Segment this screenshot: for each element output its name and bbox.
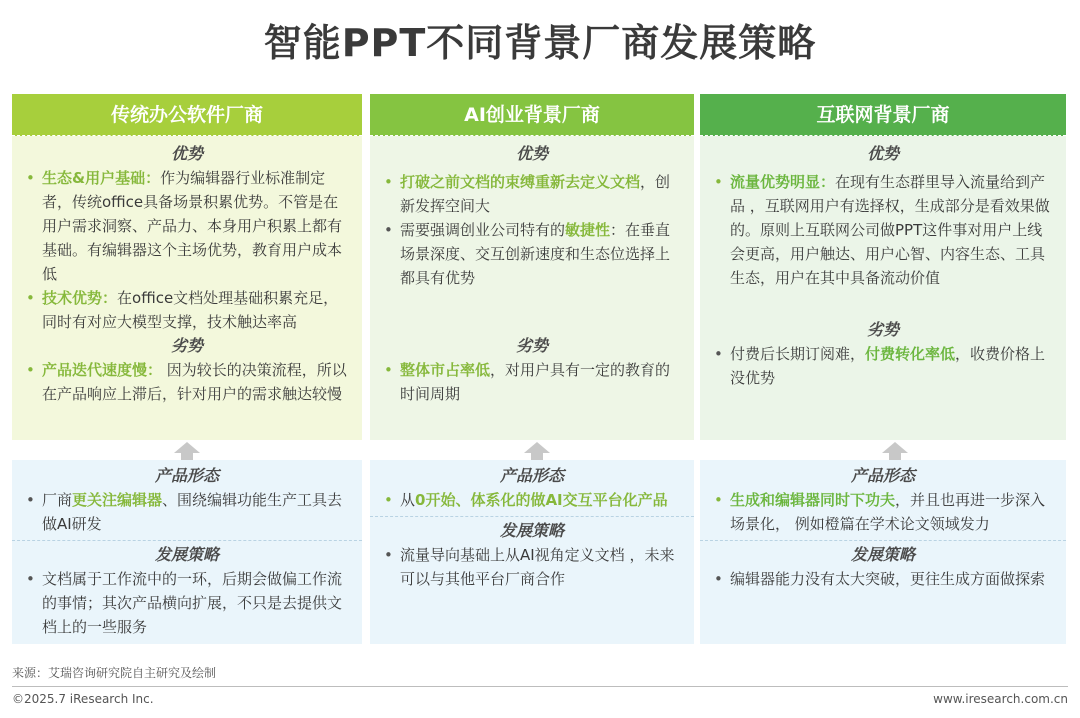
- strategy-list: [710, 567, 1056, 591]
- list-item: • 流量导向基础上从AI视角定义文档 ，未来可以与其他平台厂商合作: [380, 543, 684, 591]
- list-item: • 需要强调创业公司特有的敏捷性：在垂直场景深度、交互创新速度和生态位选择上都具有优势: [380, 218, 684, 290]
- copyright: ©2025.7 iResearch Inc.: [12, 692, 154, 706]
- source-note: 来源：艾瑞咨询研究院自主研究及绘制: [12, 666, 217, 680]
- website-link[interactable]: www.iresearch.com.cn: [933, 692, 1068, 706]
- column-header: 互联网背景厂商: [700, 94, 1066, 136]
- strategy-list: [22, 567, 352, 639]
- strength-heading: 优势: [515, 144, 548, 163]
- page-title: 智能PPT不同背景厂商发展策略: [263, 21, 817, 65]
- up-arrow-icon: [174, 442, 200, 462]
- list-item: • 厂商更关注编辑器、围绕编辑功能生产工具去做AI研发: [22, 488, 352, 536]
- column-traditional-office: [12, 94, 362, 636]
- list-item: • 生成和编辑器同时下功夫，并且也再进一步深入场景化， 例如橙篇在学术论文领域发力: [710, 488, 1056, 536]
- strategy-heading: 发展策略: [154, 545, 219, 564]
- strength-weakness-panel: [370, 136, 694, 440]
- divider: [700, 540, 1066, 541]
- column-header: AI创业背景厂商: [370, 94, 694, 136]
- weakness-list: [710, 342, 1056, 390]
- weakness-list: [22, 358, 352, 406]
- strength-weakness-panel: [12, 136, 362, 440]
- product-list: [710, 488, 1056, 536]
- product-heading: 产品形态: [154, 466, 219, 485]
- up-arrow-icon: [524, 442, 550, 462]
- strength-list: [380, 170, 684, 290]
- product-strategy-panel: [12, 460, 362, 644]
- footer-rule: [12, 686, 1068, 687]
- up-arrow-icon: [882, 442, 908, 462]
- list-item: • 产品迭代速度慢： 因为较长的决策流程，所以在产品响应上滞后，针对用户的需求触达较慢: [22, 358, 352, 406]
- weakness-heading: 劣势: [515, 336, 548, 355]
- list-item: • 付费后长期订阅难，付费转化率低，收费价格上没优势: [710, 342, 1056, 390]
- divider: [370, 516, 694, 517]
- list-item: • 文档属于工作流中的一环，后期会做偏工作流的事情；其次产品横向扩展，不只是去提供文档上的一些服务: [22, 567, 352, 639]
- list-item: • 从0开始、体系化的做AI交互平台化产品: [380, 488, 684, 512]
- weakness-heading: 劣势: [866, 320, 899, 339]
- list-item: • 编辑器能力没有太大突破，更往生成方面做探索: [710, 567, 1056, 591]
- strategy-list: [380, 543, 684, 591]
- product-heading: 产品形态: [499, 466, 564, 485]
- list-item: • 生态&用户基础：作为编辑器行业标准制定者，传统office具备场景积累优势。不管是在用户需求洞察、产品力、本身用户积累上都有基础。有编辑器这个主场优势，教育用户成本低: [22, 166, 352, 286]
- list-item: • 打破之前文档的束缚重新去定义文档，创新发挥空间大: [380, 170, 684, 218]
- strength-list: [22, 166, 352, 334]
- product-heading: 产品形态: [850, 466, 915, 485]
- strength-weakness-panel: [700, 136, 1066, 440]
- column-internet: [700, 94, 1066, 588]
- strategy-heading: 发展策略: [850, 545, 915, 564]
- list-item: • 技术优势：在office文档处理基础积累充足，同时有对应大模型支撑，技术触达率高: [22, 286, 352, 334]
- strategy-heading: 发展策略: [499, 521, 564, 540]
- weakness-list: [380, 358, 684, 406]
- column-header: 传统办公软件厂商: [12, 94, 362, 136]
- strength-list: [710, 170, 1056, 290]
- strength-heading: 优势: [866, 144, 899, 163]
- divider: [12, 540, 362, 541]
- weakness-heading: 劣势: [170, 336, 203, 355]
- product-strategy-panel: [370, 460, 694, 644]
- product-list: [22, 488, 352, 536]
- product-strategy-panel: [700, 460, 1066, 644]
- list-item: • 整体市占率低，对用户具有一定的教育的时间周期: [380, 358, 684, 406]
- strength-heading: 优势: [170, 144, 203, 163]
- list-item: • 流量优势明显：在现有生态群里导入流量给到产品 ，互联网用户有选择权，生成部分是看效果做的。原则上互联网公司做PPT这件事对用户上线会更高，用户触达、用户心智、内容生态、工具生态，用户在其中具备流动价值: [710, 170, 1056, 290]
- column-ai-startup: [370, 94, 694, 588]
- product-list: [380, 488, 684, 512]
